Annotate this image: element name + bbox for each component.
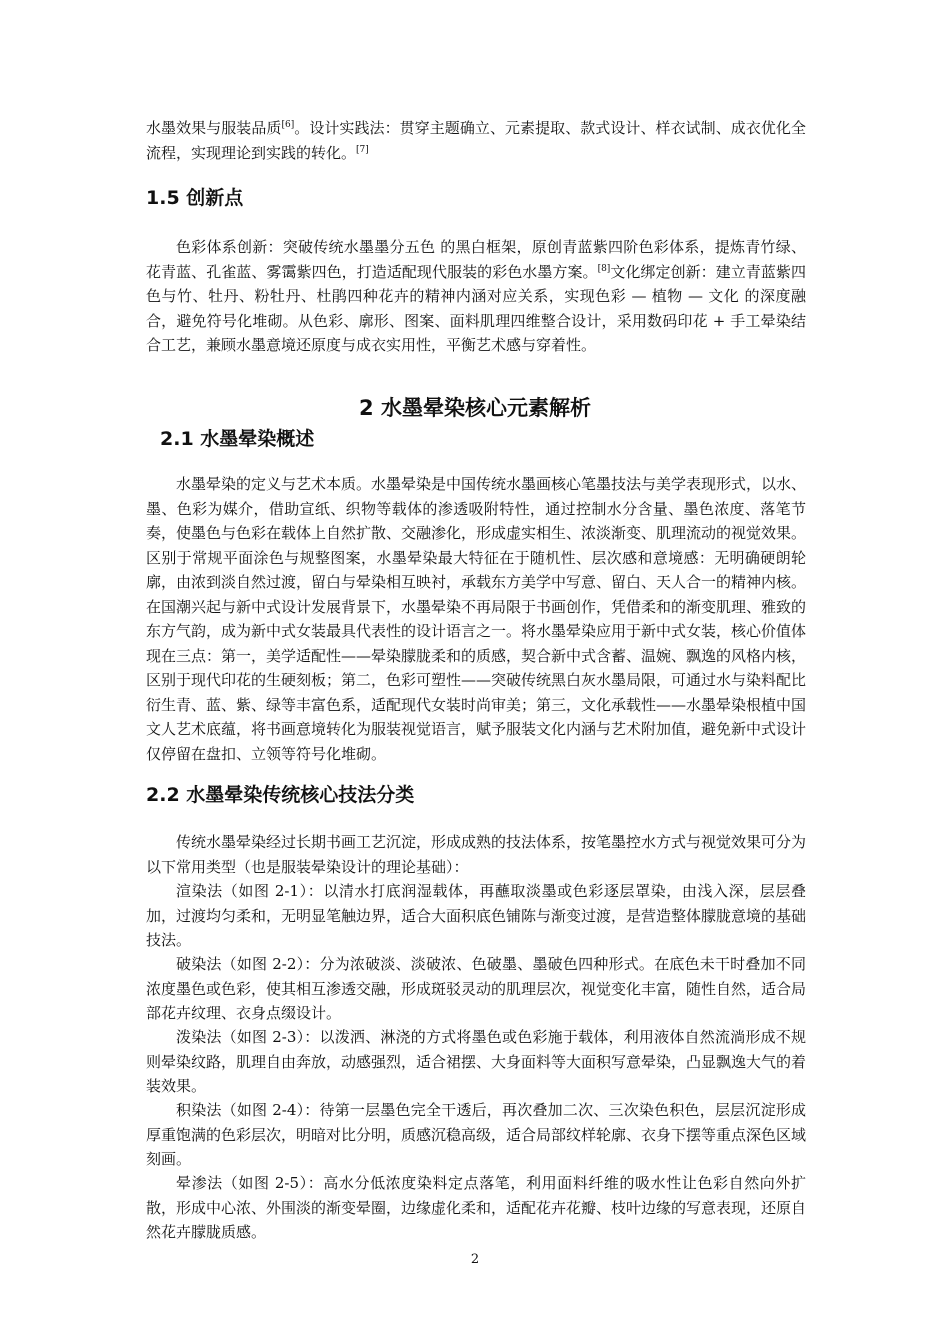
- citation-8: [8]: [597, 263, 611, 274]
- intro-text-a: 水墨效果与服装品质: [146, 119, 282, 137]
- section-1-5-text-b: 文化绑定创新：建立青蓝紫四色与竹、牡丹、粉牡丹、杜鹃四种花卉的精神内涵对应关系，实现色彩 — 植物 — 文化 的深度融合，避免符号化堆砌。从色彩、廓形、图案、面料肌理四维整合设计，采用数码印花 + 手工晕染结合工艺，兼顾水墨意境还原度与成衣实用性，平衡艺术感与穿着性。: [146, 262, 806, 354]
- technique-item-diffusion: 晕渗法（如图 2-5）：高水分低浓度染料定点落笔，利用面料纤维的吸水性让色彩自然向外扩散，形成中心浓、外围淡的渐变晕圈，边缘虚化柔和，适配花卉花瓣、枝叶边缘的写意表现，还原自然花卉朦胧质感。: [146, 1174, 807, 1241]
- section-1-5-heading: 1.5 创新点: [146, 187, 244, 209]
- section-1-5-paragraph: [146, 235, 806, 358]
- technique-item-layering: 积染法（如图 2-4）：待第一层墨色完全干透后，再次叠加二次、三次染色积色，层层沉淀形成厚重饱满的色彩层次，明暗对比分明，质感沉稳高级，适合局部纹样轮廓、衣身下摆等重点深色区域刻画。: [146, 1101, 807, 1168]
- section-2-2-heading: 2.2 水墨晕染传统核心技法分类: [146, 784, 415, 806]
- technique-item-rendering: 渲染法（如图 2-1）：以清水打底润湿载体，再蘸取淡墨或色彩逐层罩染，由浅入深，层层叠加，过渡均匀柔和，无明显笔触边界，适合大面积底色铺陈与渐变过渡，是营造整体朦胧意境的基础技法。: [146, 882, 807, 949]
- citation-7: [7]: [356, 144, 369, 155]
- section-1-5-text-a: 色彩体系创新：突破传统水墨墨分五色 的黑白框架，原创青蓝紫四阶色彩体系，提炼青竹绿、花青蓝、孔雀蓝、雾霭紫四色，打造适配现代服装的彩色水墨方案。: [146, 238, 806, 281]
- section-2-2-intro: 传统水墨晕染经过长期书画工艺沉淀，形成成熟的技法体系，按笔墨控水方式与视觉效果可分为以下常用类型（也是服装晕染设计的理论基础）：: [146, 833, 807, 876]
- chapter-2-heading: 2 水墨晕染核心元素解析: [359, 396, 591, 420]
- page-number: 2: [470, 1252, 480, 1267]
- intro-paragraph: [146, 116, 806, 165]
- section-2-1-paragraph: 水墨晕染的定义与艺术本质。水墨晕染是中国传统水墨画核心笔墨技法与美学表现形式，以水、墨、色彩为媒介，借助宣纸、织物等载体的渗透吸附特性，通过控制水分含量、墨色浓度、落笔节奏，使墨色与色彩在载体上自然扩散、交融渗化，形成虚实相生、浓淡渐变、肌理流动的视觉效果。区别于常规平面涂色与规整图案，水墨晕染最大特征在于随机性、层次感和意境感：无明确硬朗轮廓，由浓到淡自然过渡，留白与晕染相互映衬，承载东方美学中写意、留白、天人合一的精神内核。在国潮兴起与新中式设计发展背景下，水墨晕染不再局限于书画创作，凭借柔和的渐变肌理、雅致的东方气韵，成为新中式女装最具代表性的设计语言之一。将水墨晕染应用于新中式女装，核心价值体现在三点：第一，美学适配性——晕染朦胧柔和的质感，契合新中式含蓄、温婉、飘逸的风格内核，区别于现代印花的生硬刻板；第二，色彩可塑性——突破传统黑白灰水墨局限，可通过水与染料配比衍生青、蓝、紫、绿等丰富色系，适配现代女装时尚审美；第三，文化承载性——水墨晕染根植中国文人艺术底蕴，将书画意境转化为服装视觉语言，赋予服装文化内涵与艺术附加值，避免新中式设计仅停留在盘扣、立领等符号化堆砌。: [146, 475, 807, 763]
- section-2-1-heading: 2.1 水墨晕染概述: [160, 428, 315, 450]
- intro-text-b: 。设计实践法：贯穿主题确立、元素提取、款式设计、样衣试制、成衣优化全流程，实现理论到实践的转化。: [146, 119, 806, 162]
- technique-item-breaking: 破染法（如图 2-2）：分为浓破淡、淡破浓、色破墨、墨破色四种形式。在底色未干时叠加不同浓度墨色或色彩，使其相互渗透交融，形成斑驳灵动的肌理层次，视觉变化丰富，随性自然，适合局部花卉纹理、衣身点缀设计。: [146, 955, 807, 1022]
- technique-item-splashing: 泼染法（如图 2-3）：以泼洒、淋浇的方式将墨色或色彩施于载体，利用液体自然流淌形成不规则晕染纹路，肌理自由奔放，动感强烈，适合裙摆、大身面料等大面积写意晕染，凸显飘逸大气的着装效果。: [146, 1028, 807, 1095]
- citation-6: [6]: [281, 120, 295, 130]
